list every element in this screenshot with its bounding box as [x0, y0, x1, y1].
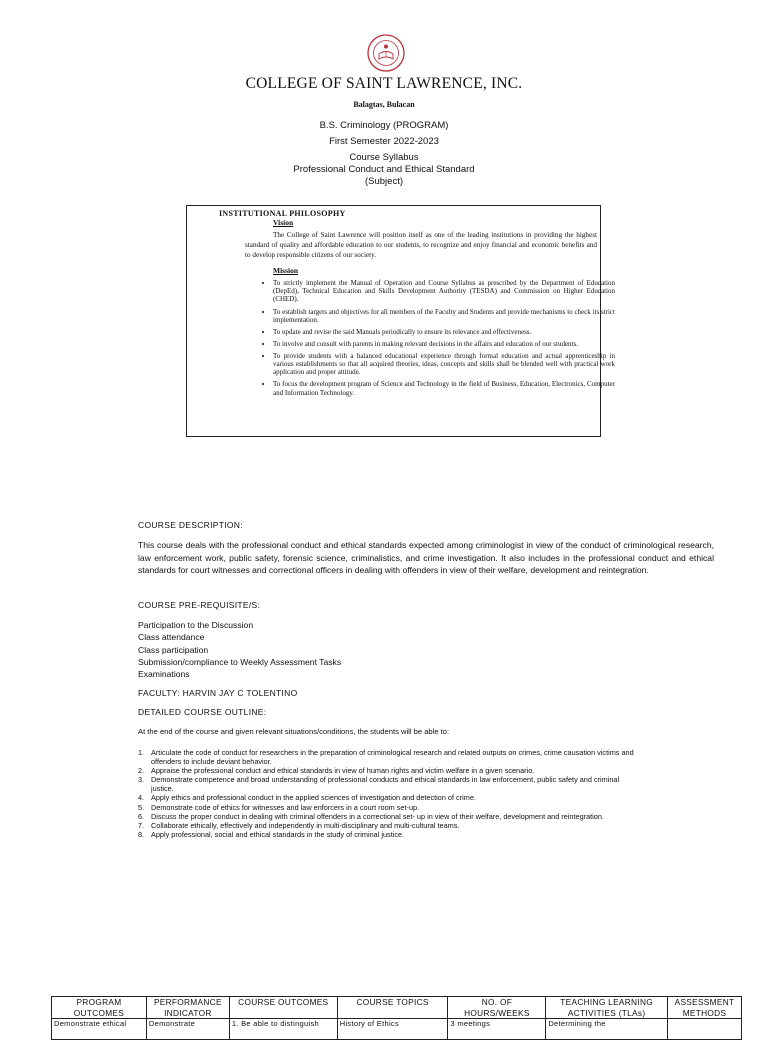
mission-item: • To establish targets and objectives for all members of the Faculty and Students and provide mechanisms to check its strict implementation. [273, 308, 615, 324]
prerequisite-item: Class attendance [138, 631, 341, 643]
outcome-item: 2. Appraise the professional conduct and ethical standards in view of human rights and victim welfare in a given scenario. [138, 766, 638, 775]
header-program-outcomes: PROGRAM OUTCOMES [52, 997, 147, 1019]
institution-address: Balagtas, Bulacan [0, 100, 768, 109]
outcome-item: 7. Collaborate ethically, effectively and independently in multi-disciplinary and multi-cultural teams. [138, 821, 638, 830]
vision-heading: Vision [273, 218, 293, 227]
prerequisite-item: Class participation [138, 644, 341, 656]
prerequisite-list [138, 619, 341, 680]
outline-label: DETAILED COURSE OUTLINE: [138, 707, 266, 717]
course-outcomes-list [138, 748, 638, 839]
outline-intro: At the end of the course and given relevant situations/conditions, the students will be able to: [138, 727, 449, 736]
mission-item: • To strictly implement the Manual of Operation and Course Syllabus as prescribed by the Department of Education (DepEd), Technical Education and Skills Development Authority (TESDA) and Commission on Higher Education (CHED). [273, 279, 615, 304]
college-seal [367, 34, 405, 72]
outcome-item: 8. Apply professional, social and ethical standards in the study of criminal justice. [138, 830, 638, 839]
prerequisite-item: Examinations [138, 668, 341, 680]
mission-item: • To provide students with a balanced educational experience through formal education and actual apprenticeship in various establishments so that all acquired theories, ideas, concepts and skills shall be blended well with practical work application and proper attitude. [273, 352, 615, 377]
table-cell: Demonstrate [146, 1019, 229, 1040]
prerequisite-item: Participation to the Discussion [138, 619, 341, 631]
outcome-item: 5. Demonstrate code of ethics for witnesses and law enforcers in a court room set-up. [138, 803, 638, 812]
header-tlas: TEACHING LEARNING ACTIVITIES (TLAs) [546, 997, 668, 1019]
mission-item: • To update and revise the said Manuals periodically to ensure its relevance and effectiveness. [273, 328, 615, 336]
table-cell: 1. Be able to distinguish [229, 1019, 337, 1040]
course-outline-table [51, 996, 742, 1040]
outcome-item: 3. Demonstrate competence and broad understanding of professional conducts and ethical standards in law enforcement, public safety and criminal justice. [138, 775, 638, 793]
vision-text: The College of Saint Lawrence will position itself as one of the leading institutions in providing the highest standard of quality and affordable education to our students, to recognize and enjoy financial and economic benefits and to develop responsible citizens of our society. [245, 230, 597, 261]
table-header-row [52, 997, 742, 1019]
mission-item: • To involve and consult with parents in making relevant decisions in the affairs and education of our students. [273, 340, 615, 348]
semester-line: First Semester 2022-2023 [0, 136, 768, 149]
header-course-outcomes: COURSE OUTCOMES [229, 997, 337, 1019]
program-line: B.S. Criminology (PROGRAM) [0, 120, 768, 133]
prerequisite-label: COURSE PRE-REQUISITE/S: [138, 600, 260, 610]
mission-item: • To focus the development program of Science and Technology in the field of Business, Education, Electronics, Computer and Information Technology. [273, 380, 615, 396]
course-description-label: COURSE DESCRIPTION: [138, 520, 243, 530]
outcome-item: 1. Articulate the code of conduct for researchers in the preparation of criminological research and related outputs on crimes, crime causation victims and offenders to include deviant behavior. [138, 748, 638, 766]
header-hours-weeks: NO. OF HOURS/WEEKS [448, 997, 546, 1019]
table-cell: Demonstrate ethical [52, 1019, 147, 1040]
subject-label: (Subject) [0, 176, 768, 189]
header-performance-indicator: PERFORMANCE INDICATOR [146, 997, 229, 1019]
mission-list [255, 279, 615, 401]
outcome-item: 4. Apply ethics and professional conduct in the applied sciences of investigation and detection of crime. [138, 793, 638, 802]
doc-type-line: Course Syllabus [0, 152, 768, 165]
institution-name: COLLEGE OF SAINT LAWRENCE, INC. [0, 75, 768, 93]
header-assessment-methods: ASSESSMENT METHODS [668, 997, 742, 1019]
mission-heading: Mission [273, 266, 298, 275]
table-row [52, 1019, 742, 1040]
table-cell [668, 1019, 742, 1040]
course-description-text: This course deals with the professional conduct and ethical standards expected among criminologist in view of the conduct of criminological research, law enforcement work, public safety, forensic science, criminalistics, and crime investigation. It also includes in the professional conduct and ethical standards for court witnesses and correctional officers in dealing with offenders in view of their welfare, development and reintegration. [138, 539, 714, 577]
header-course-topics: COURSE TOPICS [337, 997, 448, 1019]
institutional-philosophy-box [186, 205, 601, 437]
table-cell: 3 meetings [448, 1019, 546, 1040]
outcome-item: 6. Discuss the proper conduct in dealing with criminal offenders in a correctional set- up in view of their welfare, development and reintegration. [138, 812, 638, 821]
faculty-line: FACULTY: HARVIN JAY C TOLENTINO [138, 688, 298, 698]
prerequisite-item: Submission/compliance to Weekly Assessment Tasks [138, 656, 341, 668]
table-cell: History of Ethics [337, 1019, 448, 1040]
philosophy-heading: INSTITUTIONAL PHILOSOPHY [219, 209, 346, 218]
table-cell: Determining the [546, 1019, 668, 1040]
subject-line: Professional Conduct and Ethical Standard [0, 164, 768, 177]
